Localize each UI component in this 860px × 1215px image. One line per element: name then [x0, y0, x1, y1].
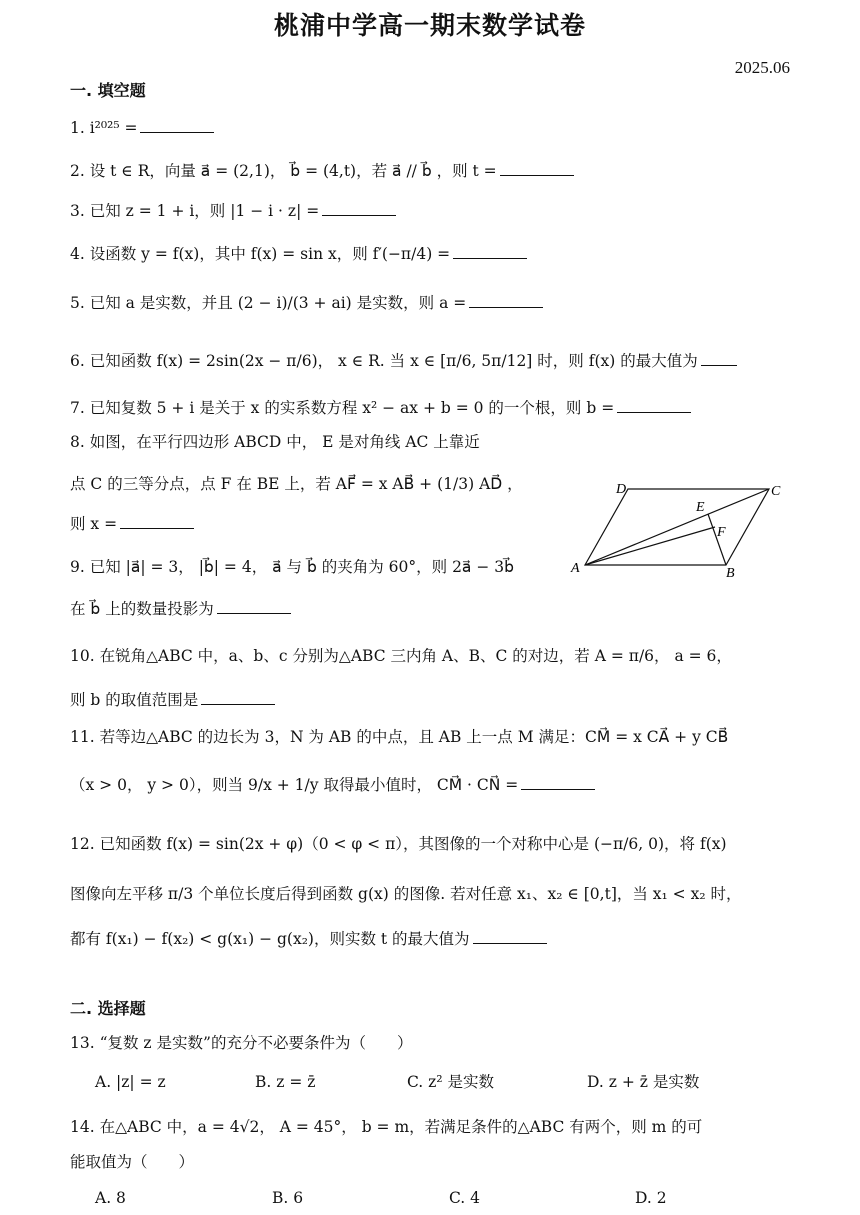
label-b: B: [726, 566, 735, 578]
question-12-text: 都有 f(x₁) − f(x₂) < g(x₁) − g(x₂)，则实数 t 的最大值为: [70, 930, 470, 948]
question-1-text: 1. i²⁰²⁵ =: [70, 119, 138, 137]
option-b: B. 6: [272, 1189, 304, 1207]
label-d: D: [616, 482, 627, 497]
question-8-text: 则 x =: [70, 515, 118, 533]
question-3-text: 3. 已知 z = 1 + i，则 |1 − i · z| =: [70, 202, 320, 220]
answer-blank: [201, 689, 275, 705]
question-14-line-1: 14. 在△ABC 中，a = 4√2， A = 45°， b = m，若满足条件的△ABC 有两个，则 m 的可: [70, 1118, 703, 1136]
question-10-line-1: 10. 在锐角△ABC 中，a、b、c 分别为△ABC 三内角 A、B、C 的对边，若 A = π/6， a = 6，: [70, 647, 732, 665]
question-2-text: 2. 设 t ∈ R，向量 a⃗ = (2,1)， b⃗ = (4,t)，若 a⃗ // b⃗ ，则 t =: [70, 162, 497, 180]
answer-blank: [322, 200, 396, 216]
question-12-line-3: [70, 928, 800, 950]
answer-blank: [469, 292, 543, 308]
answer-blank: [473, 928, 547, 944]
question-5-text: 5. 已知 a 是实数，并且 (2 − i)/(3 + ai) 是实数，则 a =: [70, 294, 467, 312]
option-c: C. 4: [449, 1189, 481, 1207]
option-c: C. z² 是实数: [407, 1073, 494, 1091]
answer-blank: [521, 774, 595, 790]
question-4-text: 4. 设函数 y = f(x)，其中 f(x) = sin x，则 f′(−π/4) =: [70, 245, 451, 263]
question-7: [70, 397, 800, 419]
question-9-line-1: 9. 已知 |a⃗| = 3， |b⃗| = 4， a⃗ 与 b⃗ 的夹角为 60°，则 2a⃗ − 3b⃗: [70, 558, 514, 576]
answer-blank: [453, 243, 527, 259]
question-11-line-1: 11. 若等边△ABC 的边长为 3，N 为 AB 的中点，且 AB 上一点 M 满足：CM⃗ = x CA⃗ + y CB⃗: [70, 728, 729, 746]
question-11-text: （x > 0， y > 0），则当 9/x + 1/y 取得最小值时， CM⃗ · CN⃗ =: [70, 776, 519, 794]
label-c: C: [771, 484, 781, 499]
answer-blank: [500, 160, 574, 176]
question-13: 13. “复数 z 是实数”的充分不必要条件为（ ）: [70, 1034, 413, 1052]
answer-blank: [217, 598, 291, 614]
answer-blank: [701, 350, 737, 366]
question-12-line-1: 12. 已知函数 f(x) = sin(2x + φ)（0 < φ < π），其图像的一个对称中心是 (−π/6, 0)，将 f(x): [70, 835, 727, 853]
label-e: E: [696, 500, 705, 515]
option-d: D. 2: [635, 1189, 667, 1207]
question-10-line-2: [70, 689, 800, 711]
question-13-options: [95, 1071, 800, 1093]
question-1: [70, 117, 800, 139]
answer-blank: [140, 117, 214, 133]
question-9-text: 在 b⃗ 上的数量投影为: [70, 600, 214, 618]
option-d: D. z + z̄ 是实数: [587, 1073, 700, 1091]
exam-title: 桃浦中学高一期末数学试卷: [273, 11, 586, 40]
option-b: B. z = z̄: [255, 1073, 316, 1091]
question-7-text: 7. 已知复数 5 + i 是关于 x 的实系数方程 x² − ax + b = 0 的一个根，则 b =: [70, 399, 615, 417]
question-8-line-2: 点 C 的三等分点，点 F 在 BE 上，若 AF⃗ = x AB⃗ + (1/3) AD⃗ ，: [70, 475, 523, 493]
label-a: A: [571, 561, 580, 576]
question-5: [70, 292, 800, 314]
question-12-line-2: 图像向左平移 π/3 个单位长度后得到函数 g(x) 的图像. 若对任意 x₁、x₂ ∈ [0,t]，当 x₁ < x₂ 时，: [70, 885, 742, 903]
question-3: [70, 200, 800, 222]
question-11-line-2: [70, 774, 800, 796]
label-f: F: [717, 525, 726, 540]
diagonal-ac: [585, 489, 769, 565]
section-choice-heading: 二. 选择题: [70, 999, 146, 1018]
question-2: [70, 160, 800, 182]
exam-date: 2025.06: [734, 58, 790, 77]
section-fill-in-heading: 一. 填空题: [70, 81, 146, 100]
question-10-text: 则 b 的取值范围是: [70, 691, 199, 709]
question-9-line-2: [70, 598, 800, 620]
question-8-line-1: 8. 如图，在平行四边形 ABCD 中， E 是对角线 AC 上靠近: [70, 433, 480, 451]
question-6: [70, 350, 800, 372]
question-14-options: [95, 1187, 800, 1209]
answer-blank: [120, 513, 194, 529]
option-a: A. |z| = z: [95, 1073, 166, 1091]
question-6-text: 6. 已知函数 f(x) = 2sin(2x − π/6)， x ∈ R. 当 x ∈ [π/6, 5π/12] 时，则 f(x) 的最大值为: [70, 352, 698, 370]
question-4: [70, 243, 800, 265]
answer-blank: [617, 397, 691, 413]
option-a: A. 8: [95, 1189, 126, 1207]
question-14-line-2: 能取值为（ ）: [70, 1153, 195, 1171]
